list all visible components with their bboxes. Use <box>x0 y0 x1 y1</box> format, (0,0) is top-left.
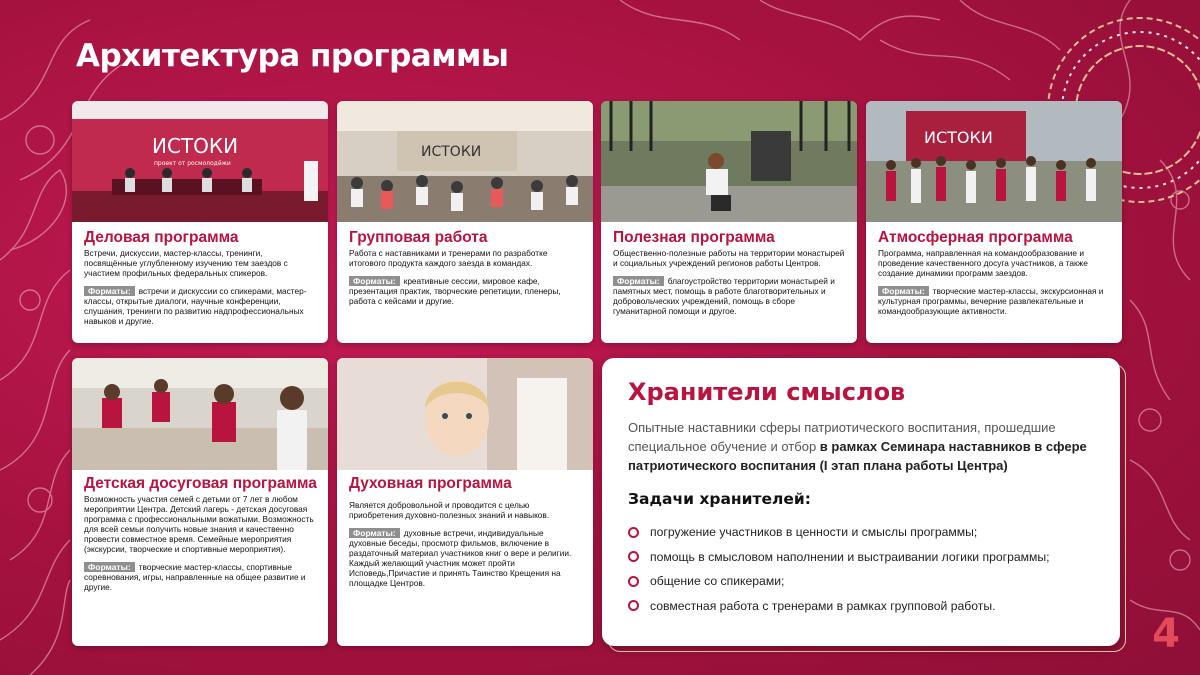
card-formats <box>84 286 318 326</box>
keepers-intro <box>628 418 1108 475</box>
keepers-title: Хранители смыслов <box>628 378 906 406</box>
circle-bullet-icon <box>628 551 639 562</box>
group-work-photo <box>337 101 593 222</box>
card-atmosphere-program <box>866 101 1122 343</box>
formats-text: креативные сессии, мировое кафе, презентация практик, творческие репетиции, пленеры, работа с кейсами и другие. <box>349 276 561 306</box>
atmosphere-program-photo <box>866 101 1122 222</box>
task-item <box>628 545 1050 570</box>
card-description: Возможность участия семей с детьми от 7 лет в любом мероприятии Центра. Детский лагерь - детская досуговая программа с профессиональными вожатыми. Возможность для всей семьи получить новые знания и качественно провести совместное время. Семейные мероприятия (экскурсии, творческие и спортивные мероприятия). <box>84 494 314 554</box>
card-formats <box>613 276 847 316</box>
card-description: Программа, направленная на командообразование и проведение качественного досуга участников, а также создание динамики программ заездов. <box>878 248 1088 278</box>
card-children-program <box>72 358 328 646</box>
card-heading: Атмосферная программа <box>878 229 1073 246</box>
task-text: совместная работа с тренерами в рамках групповой работы. <box>650 598 996 613</box>
svg-text:ИСТОКИ: ИСТОКИ <box>152 134 239 158</box>
card-description: Общественно-полезные работы на территории монастырей и социальных учреждений регионов работы Центров. <box>613 248 845 268</box>
children-program-photo <box>72 358 328 470</box>
card-group-work <box>337 101 593 343</box>
svg-text:ИСТОКИ: ИСТОКИ <box>924 128 993 147</box>
task-item <box>628 520 1050 545</box>
formats-badge: Форматы: <box>349 528 400 538</box>
formats-badge: Форматы: <box>84 562 135 572</box>
useful-program-photo <box>601 101 857 222</box>
card-description: Работа с наставниками и тренерами по разработке итогового продукта каждого заезда в командах. <box>349 248 548 268</box>
task-text: общение со спикерами; <box>650 574 785 589</box>
card-formats <box>84 562 318 592</box>
task-text: помощь в смысловом наполнении и выстраивании логики программы; <box>650 549 1050 564</box>
formats-badge: Форматы: <box>349 276 400 286</box>
card-useful-program <box>601 101 857 343</box>
task-item <box>628 569 1050 594</box>
keepers-intro-bold: в рамках Семинара наставников в сфере патриотического воспитания (I этап плана работы Центра) <box>628 439 1087 473</box>
card-description: Является добровольной и проводится с целью приобретения духовно-полезных знаний и навыков. <box>349 500 550 520</box>
tasks-list <box>628 520 1050 618</box>
card-heading: Деловая программа <box>84 229 239 246</box>
card-spiritual-program <box>337 358 593 646</box>
card-formats <box>349 276 583 306</box>
circle-bullet-icon <box>628 527 639 538</box>
card-heading: Духовная программа <box>349 475 512 492</box>
card-formats <box>878 286 1112 316</box>
formats-text: творческие мастер-классы, спортивные соревнования, игры, направленные на общее развитие и другие. <box>84 562 306 592</box>
card-heading: Детская досуговая программа <box>84 475 317 492</box>
formats-text: встречи и дискуссии со спикерами, мастер-классы, открытые диалоги, научные конференции, слушания, тренинги по развитию надпрофессиональных навыков и другие. <box>84 286 307 326</box>
card-heading: Групповая работа <box>349 229 488 246</box>
svg-text:ИСТОКИ: ИСТОКИ <box>421 144 482 160</box>
task-text: погружение участников в ценности и смыслы программы; <box>650 525 978 540</box>
formats-text: благоустройство территории монастырей и памятных мест, помощь в работе благотворительных и добровольческих учреждений, помощь в сборе гуманитарной помощи и другое. <box>613 276 835 316</box>
formats-badge: Форматы: <box>84 286 135 296</box>
page-title: Архитектура программы <box>76 38 509 74</box>
card-description: Встречи, дискуссии, мастер-классы, тренинги, посвящённые углубленному изучению тем заездов с участием профильных федеральных спикеров. <box>84 248 288 278</box>
card-business-program <box>72 101 328 343</box>
business-program-photo <box>72 101 328 222</box>
formats-text: творческие мастер-классы, экскурсионная и культурная программы, вечерние развлекательные и командообразующие активности. <box>878 286 1104 316</box>
keepers-panel <box>602 358 1120 646</box>
card-formats <box>349 528 583 588</box>
keepers-intro-text: Опытные наставники сферы патриотического воспитания, прошедшие специальное обучение и отбор <box>628 420 1056 454</box>
formats-text: духовные встречи, индивидуальные духовные беседы, просмотр фильмов, включение в раздаточный материал участников книг о вере и религии. Каждый желающий участник может пройти Исповедь,Причастие и принять Таинство Крещения на площадке Центров. <box>349 528 572 588</box>
spiritual-program-photo <box>337 358 593 470</box>
formats-badge: Форматы: <box>878 286 929 296</box>
task-item <box>628 594 1050 619</box>
tasks-title: Задачи хранителей: <box>628 490 811 508</box>
svg-text:проект от росмолодёжи: проект от росмолодёжи <box>154 160 231 167</box>
card-heading: Полезная программа <box>613 229 775 246</box>
circle-bullet-icon <box>628 576 639 587</box>
formats-badge: Форматы: <box>613 276 664 286</box>
circle-bullet-icon <box>628 600 639 611</box>
page-number: 4 <box>1152 611 1180 657</box>
